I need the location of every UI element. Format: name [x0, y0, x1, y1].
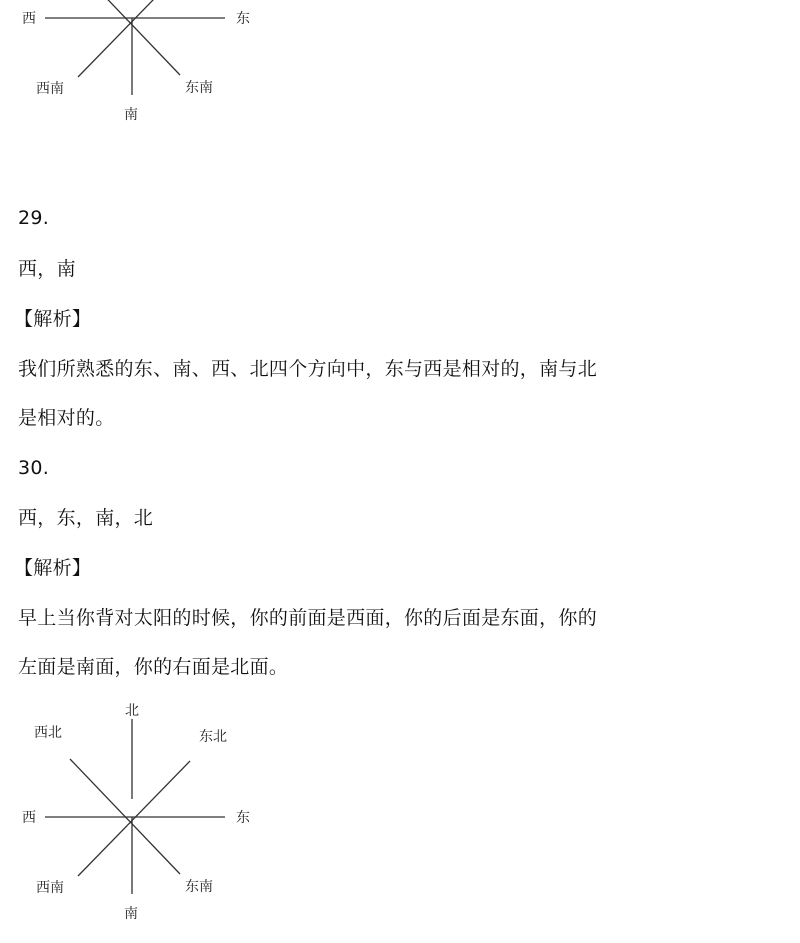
question-30-number: 30. — [18, 457, 50, 479]
compass-line-ne-sw — [78, 761, 190, 876]
question-30-analysis-heading: 【解析】 — [14, 557, 92, 579]
question-29-analysis-line-2: 是相对的。 — [18, 407, 115, 429]
compass-label-west: 西 — [22, 810, 36, 826]
compass-diagram-top — [0, 0, 300, 140]
compass-label-southwest: 西南 — [36, 81, 64, 97]
compass-label-east: 东 — [236, 810, 250, 826]
compass-label-east: 东 — [236, 11, 250, 27]
compass-label-south: 南 — [124, 906, 138, 922]
question-29-analysis-heading: 【解析】 — [14, 308, 92, 330]
question-29-analysis-line-1: 我们所熟悉的东、南、西、北四个方向中，东与西是相对的，南与北 — [18, 358, 598, 380]
question-30-analysis-line-1: 早上当你背对太阳的时候，你的前面是西面，你的后面是东面，你的 — [18, 607, 598, 629]
compass-line-nw-se — [70, 0, 180, 75]
compass-line-ne-sw — [78, 0, 190, 77]
compass-label-south: 南 — [124, 107, 138, 123]
compass-label-southwest: 西南 — [36, 880, 64, 896]
question-29-number: 29. — [18, 207, 50, 229]
compass-diagram-bottom — [0, 679, 300, 939]
question-29-answer: 西，南 — [18, 258, 76, 280]
compass-label-southeast: 东南 — [185, 879, 213, 895]
compass-label-north: 北 — [125, 703, 139, 719]
compass-label-southeast: 东南 — [185, 80, 213, 96]
compass-label-northeast: 东北 — [199, 729, 227, 745]
question-30-answer: 西，东，南，北 — [18, 507, 154, 529]
question-30-analysis-line-2: 左面是南面，你的右面是北面。 — [18, 656, 289, 678]
compass-label-west: 西 — [22, 11, 36, 27]
compass-label-northwest: 西北 — [34, 725, 62, 741]
